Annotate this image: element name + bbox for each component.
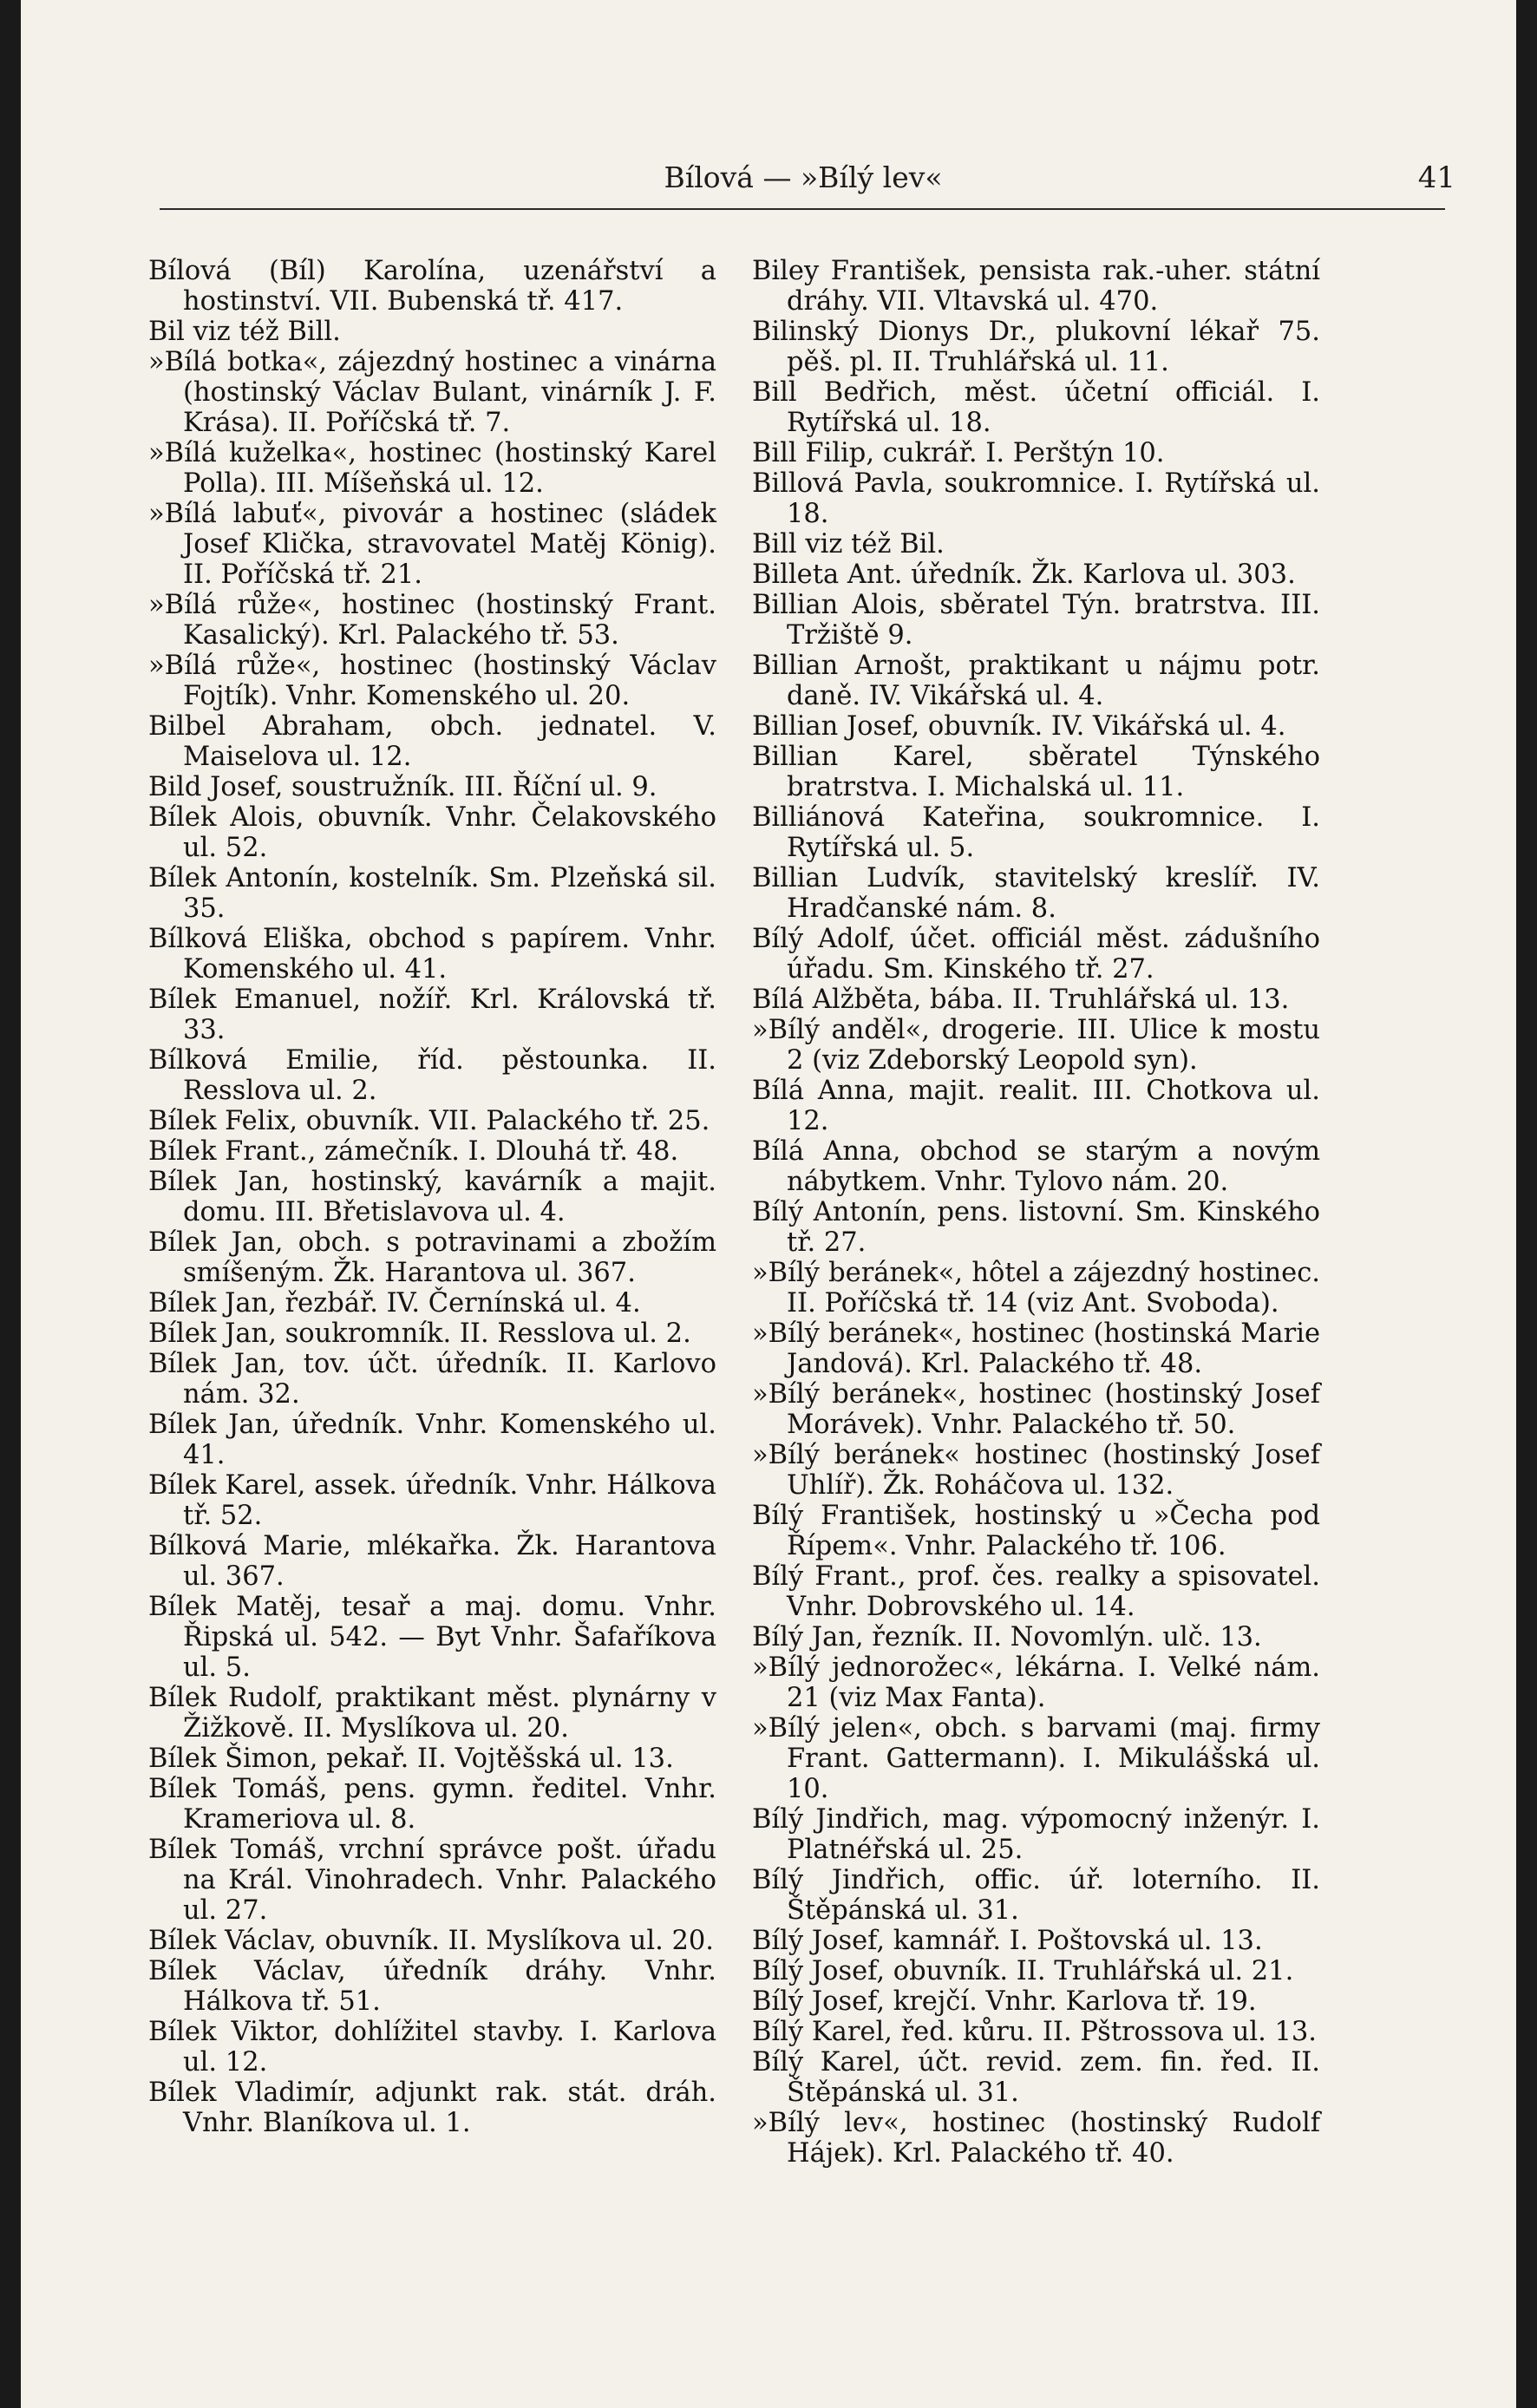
left-column [148,256,716,2138]
directory-entry: Bílek Tomáš, pens. gymn. ředitel. Vnhr. Krameriova ul. 8. [148,1774,716,1835]
directory-entry: Bílek Václav, obuvník. II. Myslíkova ul. 20. [148,1926,714,1956]
directory-entry: Bílek Jan, tov. účt. úředník. II. Karlovo nám. 32. [148,1349,716,1410]
directory-entry: Bílek Felix, obuvník. VII. Palackého tř. 25. [148,1106,710,1136]
directory-entry: Bílek Jan, soukromník. II. Resslova ul. 2. [148,1319,691,1349]
directory-entry: »Bílá růže«, hostinec (hostinský Václav Fojtík). Vnhr. Komenského ul. 20. [148,651,716,711]
directory-entry: Bil viz též Bill. [148,317,341,347]
directory-entry: Bill Bedřich, měst. účetní officiál. I. Rytířská ul. 18. [752,377,1320,438]
running-title: Bílová — »Bílý lev« [664,160,943,194]
directory-entry: »Bílý beránek«, hostinec (hostinský Josef Morávek). Vnhr. Palackého tř. 50. [752,1379,1320,1440]
directory-entry: Bílková Marie, mlékařka. Žk. Harantova ul. 367. [148,1531,716,1592]
directory-entry: Billeta Ant. úředník. Žk. Karlova ul. 303. [752,559,1296,590]
directory-entry: Bílý Jindřich, mag. výpomocný inženýr. I. Platnéřská ul. 25. [752,1804,1320,1865]
directory-page [21,0,1516,2408]
directory-entry: Bílek Viktor, dohlížitel stavby. I. Karlova ul. 12. [148,2017,716,2078]
directory-entry: Bílek Jan, úředník. Vnhr. Komenského ul. 41. [148,1410,716,1470]
directory-entry: Bílá Alžběta, bába. II. Truhlářská ul. 13. [752,985,1290,1015]
directory-entry: Bílý Josef, krejčí. Vnhr. Karlova tř. 19. [752,1986,1257,2017]
directory-entry: Bílek Jan, řezbář. IV. Černínská ul. 4. [148,1288,641,1319]
directory-entry: Bild Josef, soustružník. III. Říční ul. 9. [148,772,657,802]
directory-entry: Bill Filip, cukrář. I. Perštýn 10. [752,438,1165,468]
page-header [151,160,1455,208]
directory-entry: »Bílý beránek«, hôtel a zájezdný hostinec. II. Poříčská tř. 14 (viz Ant. Svoboda). [752,1258,1320,1319]
directory-entry: Bílý Karel, řed. kůru. II. Pštrossova ul. 13. [752,2017,1317,2047]
directory-entry: Billian Josef, obuvník. IV. Vikářská ul. 4. [752,711,1286,742]
directory-entry: »Bílý anděl«, drogerie. III. Ulice k mostu 2 (viz Zdeborský Leopold syn). [752,1015,1320,1076]
directory-entry: »Bílá botka«, zájezdný hostinec a vinárna (hostinský Václav Bulant, vinárník J. F. Krása). II. Poříčská tř. 7. [148,347,716,438]
directory-entry: »Bílý beránek« hostinec (hostinský Josef Uhlíř). Žk. Roháčova ul. 132. [752,1440,1320,1501]
directory-entry: Billian Ludvík, stavitelský kreslíř. IV. Hradčanské nám. 8. [752,863,1320,924]
directory-entry: Bílek Šimon, pekař. II. Vojtěšská ul. 13. [148,1744,674,1774]
directory-entry: Bílek Václav, úředník dráhy. Vnhr. Hálkova tř. 51. [148,1956,716,2017]
directory-entry: Bílý Karel, účt. revid. zem. fin. řed. II. Štěpánská ul. 31. [752,2047,1320,2108]
directory-entry: »Bílá labuť«, pivovár a hostinec (sládek Josef Klička, stravovatel Matěj König). II. Poříčská tř. 21. [148,499,716,590]
directory-entry: Bílek Matěj, tesař a maj. domu. Vnhr. Řipská ul. 542. — Byt Vnhr. Šafaříkova ul. 5. [148,1592,716,1683]
directory-entry: Bílek Karel, assek. úředník. Vnhr. Hálkova tř. 52. [148,1470,716,1531]
directory-entry: Bílek Frant., zámečník. I. Dlouhá tř. 48. [148,1136,679,1167]
right-column [752,256,1320,2169]
directory-entry: Bílek Jan, hostinský, kavárník a majit. domu. III. Břetislavova ul. 4. [148,1167,716,1227]
directory-entry: Bílý František, hostinský u »Čecha pod Řípem«. Vnhr. Palackého tř. 106. [752,1501,1320,1561]
directory-entry: Bílková Emilie, říd. pěstounka. II. Resslova ul. 2. [148,1045,716,1106]
directory-entry: Bílý Adolf, účet. officiál měst. zádušního úřadu. Sm. Kinského tř. 27. [752,924,1320,985]
directory-entry: »Bílá růže«, hostinec (hostinský Frant. Kasalický). Krl. Palackého tř. 53. [148,590,716,651]
directory-entry: Bílek Vladimír, adjunkt rak. stát. dráh. Vnhr. Blaníkova ul. 1. [148,2078,716,2138]
directory-entry: Bílý Josef, obuvník. II. Truhlářská ul. 21. [752,1956,1294,1986]
directory-entry: »Bílá kuželka«, hostinec (hostinský Karel Polla). III. Míšeňská ul. 12. [148,438,716,499]
directory-entry: »Bílý jelen«, obch. s barvami (maj. firmy Frant. Gattermann). I. Mikulášská ul. 10. [752,1713,1320,1804]
directory-entry: Bílek Antonín, kostelník. Sm. Plzeňská sil. 35. [148,863,716,924]
directory-entry: »Bílý jednorožec«, lékárna. I. Velké nám. 21 (viz Max Fanta). [752,1652,1320,1713]
directory-entry: Bílá Anna, majit. realit. III. Chotkova ul. 12. [752,1076,1320,1136]
directory-entry: Bílek Tomáš, vrchní správce pošt. úřadu na Král. Vinohradech. Vnhr. Palackého ul. 27. [148,1835,716,1926]
directory-entry: Billian Arnošt, praktikant u nájmu potr. daně. IV. Vikářská ul. 4. [752,651,1320,711]
directory-entry: Billian Karel, sběratel Týnského bratrstva. I. Michalská ul. 11. [752,742,1320,802]
directory-entry: Bílý Antonín, pens. listovní. Sm. Kinského tř. 27. [752,1197,1320,1258]
directory-entry: Bílová (Bíl) Karolína, uzenářství a hostinství. VII. Bubenská tř. 417. [148,256,716,317]
directory-entry: »Bílý beránek«, hostinec (hostinská Marie Jandová). Krl. Palackého tř. 48. [752,1319,1320,1379]
page-number: 41 [1417,160,1455,195]
directory-entry: Billian Alois, sběratel Týn. bratrstva. III. Tržiště 9. [752,590,1320,651]
directory-entry: »Bílý lev«, hostinec (hostinský Rudolf Hájek). Krl. Palackého tř. 40. [752,2108,1320,2169]
directory-entry: Bílek Alois, obuvník. Vnhr. Čelakovského ul. 52. [148,802,716,863]
directory-entry: Bílek Jan, obch. s potravinami a zbožím smíšeným. Žk. Harantova ul. 367. [148,1227,716,1288]
directory-entry: Bilbel Abraham, obch. jednatel. V. Maiselova ul. 12. [148,711,716,772]
directory-entry: Bílý Jan, řezník. II. Novomlýn. ulč. 13. [752,1622,1262,1652]
directory-entry: Bílá Anna, obchod se starým a novým nábytkem. Vnhr. Tylovo nám. 20. [752,1136,1320,1197]
directory-entry: Bilinský Dionys Dr., plukovní lékař 75. pěš. pl. II. Truhlářská ul. 11. [752,317,1320,377]
directory-entry: Bílek Rudolf, praktikant měst. plynárny v Žižkově. II. Myslíkova ul. 20. [148,1683,716,1744]
directory-entry: Bílý Josef, kamnář. I. Poštovská ul. 13. [752,1926,1263,1956]
directory-entry: Bílek Emanuel, nožíř. Krl. Královská tř. 33. [148,985,716,1045]
directory-entry: Bílý Jindřich, offic. úř. loterního. II. Štěpánská ul. 31. [752,1865,1320,1926]
directory-entry: Billová Pavla, soukromnice. I. Rytířská ul. 18. [752,468,1320,529]
header-rule [160,208,1445,210]
directory-entry: Bill viz též Bil. [752,529,945,559]
directory-entry: Bílý Frant., prof. čes. realky a spisovatel. Vnhr. Dobrovského ul. 14. [752,1561,1320,1622]
directory-entry: Billiánová Kateřina, soukromnice. I. Rytířská ul. 5. [752,802,1320,863]
directory-entry: Bílková Eliška, obchod s papírem. Vnhr. Komenského ul. 41. [148,924,716,985]
directory-entry: Biley František, pensista rak.-uher. státní dráhy. VII. Vltavská ul. 470. [752,256,1320,317]
